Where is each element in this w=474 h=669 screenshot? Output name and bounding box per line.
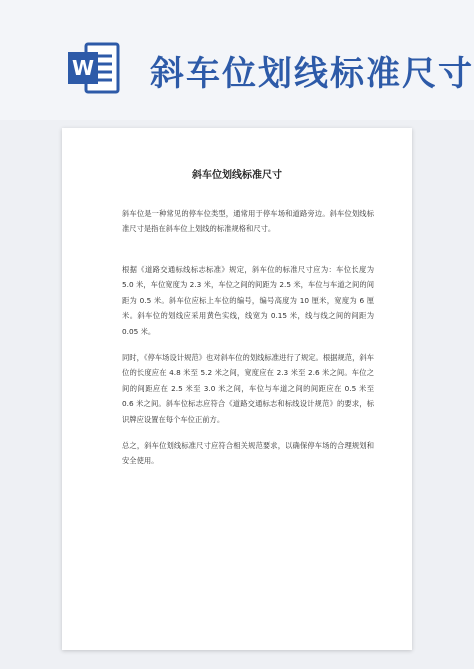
banner-title: 斜车位划线标准尺寸 xyxy=(150,54,474,94)
banner xyxy=(0,0,474,120)
paragraph-intro: 斜车位是一种常见的停车位类型，通常用于停车场和道路旁边。斜车位划线标准尺寸是指在斜车位上划线的标准规格和尺寸。 xyxy=(122,209,374,234)
svg-text:W: W xyxy=(71,56,95,80)
document-page xyxy=(62,128,412,650)
paragraph-parking-code: 同时，《停车场设计规范》也对斜车位的划线标准进行了规定。根据规范，斜车位的长度应在 4.8 米至 5.2 米之间，宽度应在 2.3 米至 2.6 米之间。车位之间的间距应在 2.5 米至 3.0 米之间，车位与车道之间的间距应在 0.5 米至 0.6 米之间。斜车位标志应符合《道路交通标志和标线设计规范》的要求，标识牌应设置在每个车位正前方。 xyxy=(122,353,374,424)
document-title: 斜车位划线标准尺寸 xyxy=(192,170,282,181)
paragraph-road-standard: 根据《道路交通标线标志标准》规定，斜车位的标准尺寸应为：车位长度为 5.0 米，车位宽度为 2.3 米，车位之间的间距为 2.5 米，车位与车道之间的间距为 0.5 米。斜车位应标上车位的编号，编号高度为 10 厘米，宽度为 6 厘米。斜车位的划线应采用黄色实线，线宽为 0.15 米，线与线之间的间距为 0.05 米。 xyxy=(122,265,374,336)
paragraph-conclusion: 总之，斜车位划线标准尺寸应符合相关规范要求，以确保停车场的合理规划和安全使用。 xyxy=(122,441,374,466)
word-document-icon xyxy=(66,40,122,96)
